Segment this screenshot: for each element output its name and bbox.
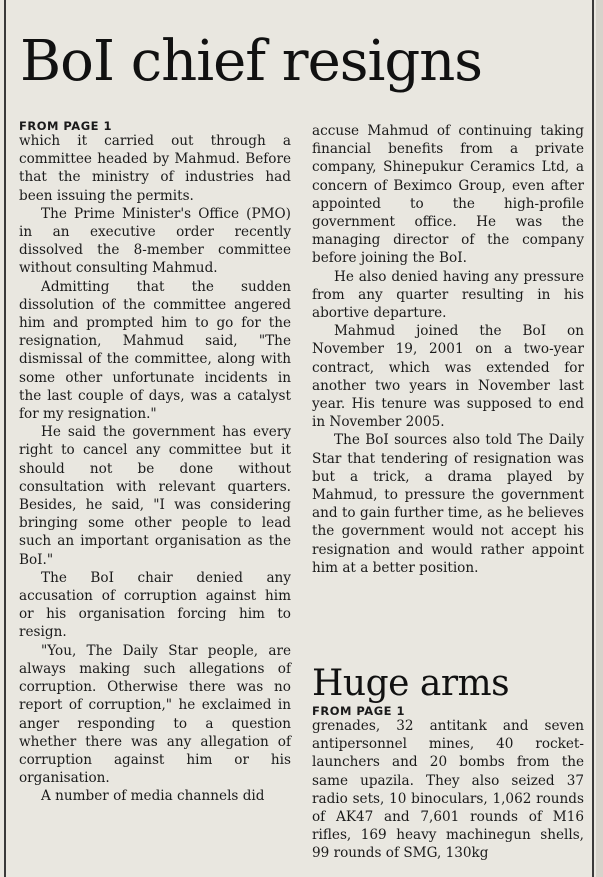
column-rule-left [4, 0, 6, 877]
paragraph: A number of media channels did [41, 788, 265, 805]
second-story-column [312, 705, 584, 863]
paragraph: The Prime Minister's Office (PMO) in an executive order recently dissolved the 8-member committee without consulting Mahmud. [19, 205, 291, 277]
headline: BoI chief resigns [20, 29, 483, 94]
adjacent-page-edge [596, 0, 603, 877]
paragraph: Admitting that the sudden dissolution of the committee angered him and prompted him to go for the resignation, Mahmud said, "The dismissal of the committee, along with some other unfortunate incidents in the last couple of days, was a catalyst for my resignation." [19, 278, 291, 423]
paragraph: The BoI chair denied any accusation of corruption against him or his organisation forcing him to resign. [19, 569, 291, 641]
column-rule-right [592, 0, 594, 877]
paragraph: grenades, 32 antitank and seven antipersonnel mines, 40 rocket-launchers and 20 bombs from the same upazila. They also seized 37 radio sets, 10 binoculars, 1,062 rounds of AK47 and 7,601 rounds of M16 rifles, 169 heavy machinegun shells, 99 rounds of SMG, 130kg [312, 718, 584, 862]
right-column [312, 122, 584, 577]
second-headline: Huge arms [312, 663, 510, 704]
paragraph: He said the government has every right to cancel any committee but it should not be done without consultation with relevant quarters. Besides, he said, "I was considering bringing some other people to lead such an important organisation as the BoI." [19, 424, 291, 568]
from-page-kicker: FROM PAGE 1 [19, 119, 113, 133]
left-column [19, 120, 291, 806]
paragraph: accuse Mahmud of continuing taking financial benefits from a private company, Shinepukur Ceramics Ltd, a concern of Beximco Group, even after appointed to the high-profile government office. He was the managing director of the company before joining the BoI. [312, 123, 584, 267]
paragraph: which it carried out through a committee headed by Mahmud. Before that the ministry of industries had been issuing the permits. [19, 133, 291, 204]
paragraph: He also denied having any pressure from any quarter resulting in his abortive departure. [312, 268, 584, 322]
paragraph: The BoI sources also told The Daily Star that tendering of resignation was but a trick, a drama played by Mahmud, to pressure the government and to gain further time, as he believes the government would not accept his resignation and would rather appoint him at a better position. [312, 432, 584, 576]
paragraph: Mahmud joined the BoI on November 19, 2001 on a two-year contract, which was extended for another two years in November last year. His tenure was supposed to end in November 2005. [312, 323, 584, 431]
from-page-kicker-2: FROM PAGE 1 [312, 704, 406, 718]
paragraph: "You, The Daily Star people, are always making such allegations of corruption. Otherwise there was no report of corruption," he exclaimed in anger responding to a question whether there was any allegation of corruption against him or his organisation. [19, 642, 291, 787]
